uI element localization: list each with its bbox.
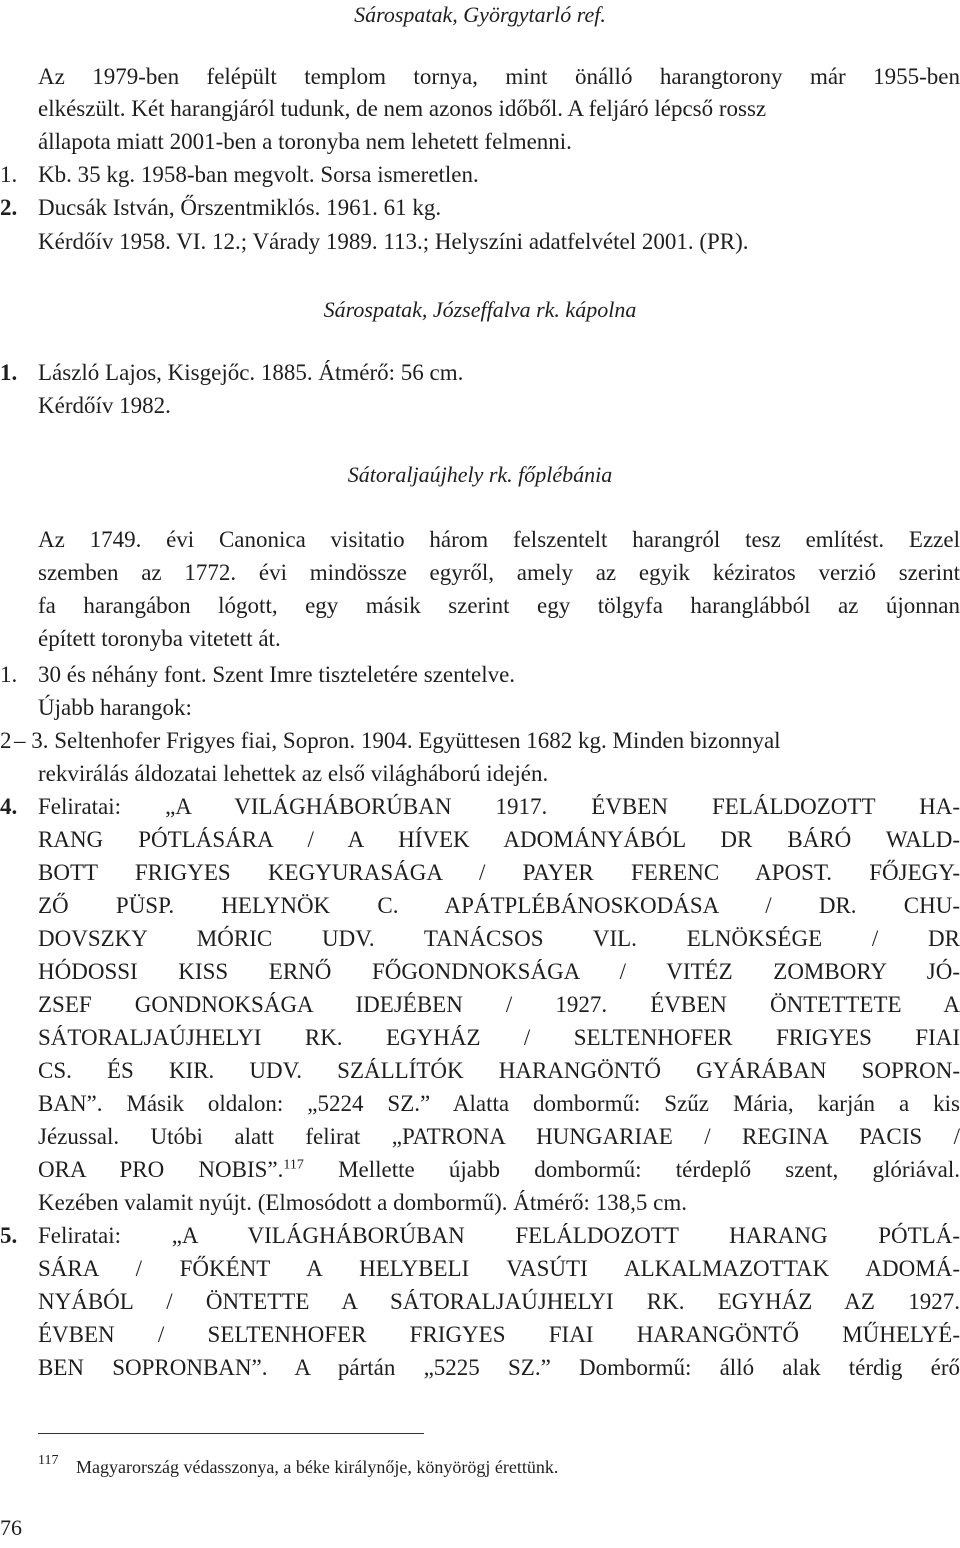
inscription-line: Kezében valamit nyújt. (Elmosódott a dombormű). Átmérő: 138,5 cm. bbox=[38, 1190, 687, 1215]
item-number: 1. bbox=[0, 360, 18, 385]
paragraph-line: elkészült. Két harangjáról tudunk, de nem azonos időből. A feljáró lépcső rossz bbox=[38, 96, 767, 121]
inscription-line: SÁRA / FŐKÉNT A HELYBELI VASÚTI ALKALMAZOTTAK ADOMÁ- bbox=[38, 1256, 960, 1281]
paragraph-line: Az 1749. évi Canonica visitatio három felszentelt harangról tesz említést. Ezzel bbox=[38, 527, 960, 552]
inscription-line: Feliratai: „A VILÁGHÁBORÚBAN FELÁLDOZOTT HARANG PÓTLÁ- bbox=[38, 1223, 960, 1248]
newer-bells-label: Újabb harangok: bbox=[38, 695, 192, 720]
item-number: 2 bbox=[0, 728, 12, 753]
inscription-line: SÁTORALJAÚJHELYI RK. EGYHÁZ / SELTENHOFER FRIGYES FIAI bbox=[38, 1025, 960, 1050]
item-number: 5. bbox=[0, 1223, 18, 1248]
reference-line: Kérdőív 1982. bbox=[38, 393, 171, 418]
inscription-line: Jézussal. Utóbi alatt felirat „PATRONA HUNGARIAE / REGINA PACIS / bbox=[38, 1124, 960, 1149]
item-number: 2. bbox=[0, 195, 18, 220]
item-text: László Lajos, Kisgejőc. 1885. Átmérő: 56 cm. bbox=[38, 360, 464, 385]
section-heading: Sárospatak, Józseffalva rk. kápolna bbox=[323, 297, 637, 322]
inscription-line: CS. ÉS KIR. UDV. SZÁLLÍTÓK HARANGÖNTŐ GYÁRÁBAN SOPRON- bbox=[38, 1058, 960, 1083]
footnote-reference: 117 bbox=[283, 1157, 304, 1173]
inscription-text: Mellette újabb dombormű: térdeplő szent, glóriával. bbox=[303, 1157, 960, 1182]
item-number: 1. bbox=[0, 162, 18, 187]
paragraph-line: szemben az 1772. évi mindössze egyről, amely az egyik kéziratos verzió szerint bbox=[38, 560, 960, 585]
item-number: 4. bbox=[0, 794, 18, 819]
section-heading: Sátoraljaújhely rk. főplébánia bbox=[347, 462, 613, 487]
inscription-line: BOTT FRIGYES KEGYURASÁGA / PAYER FERENC APOST. FŐJEGY- bbox=[38, 860, 960, 885]
inscription-line: DOVSZKY MÓRIC UDV. TANÁCSOS VIL. ELNÖKSÉGE / DR bbox=[38, 926, 960, 951]
item-text: rekvirálás áldozatai lehettek az első világháború idején. bbox=[38, 761, 549, 786]
page-number: 76 bbox=[0, 1515, 22, 1540]
inscription-line: RANG PÓTLÁSÁRA / A HÍVEK ADOMÁNYÁBÓL DR BÁRÓ WALD- bbox=[38, 827, 960, 852]
inscription-line: ZŐ PÜSP. HELYNÖK C. APÁTPLÉBÁNOSKODÁSA / DR. CHU- bbox=[38, 893, 960, 918]
reference-line: Kérdőív 1958. VI. 12.; Várady 1989. 113.; Helyszíni adatfelvétel 2001. (PR). bbox=[38, 229, 749, 254]
paragraph-line: Az 1979-ben felépült templom tornya, mint önálló harangtorony már 1955-ben bbox=[38, 64, 960, 89]
footnote-number: 117 bbox=[38, 1453, 59, 1468]
item-text: Kb. 35 kg. 1958-ban megvolt. Sorsa ismeretlen. bbox=[38, 162, 479, 187]
inscription-line: ÉVBEN / SELTENHOFER FRIGYES FIAI HARANGÖNTŐ MŰHELYÉ- bbox=[38, 1322, 960, 1347]
paragraph-line: épített toronyba vitetett át. bbox=[38, 626, 281, 651]
inscription-line: Feliratai: „A VILÁGHÁBORÚBAN 1917. ÉVBEN FELÁLDOZOTT HA- bbox=[38, 794, 960, 819]
item-text: 30 és néhány font. Szent Imre tiszteletére szentelve. bbox=[38, 662, 516, 687]
inscription-line: HÓDOSSI KISS ERNŐ FŐGONDNOKSÁGA / VITÉZ ZOMBORY JÓ- bbox=[38, 959, 960, 984]
inscription-text: ORA PRO NOBIS”. bbox=[38, 1157, 284, 1182]
running-title: Sárospatak, Györgytarló ref. bbox=[354, 2, 606, 27]
footnote-text: Magyarország védasszonya, a béke királynője, könyörögj érettünk. bbox=[76, 1457, 559, 1477]
item-number: 1. bbox=[0, 662, 18, 687]
item-text: – 3. Seltenhofer Frigyes fiai, Sopron. 1904. Együttesen 1682 kg. Minden bizonnyal bbox=[14, 728, 781, 753]
inscription-line-with-note bbox=[38, 1155, 960, 1185]
inscription-line: ZSEF GONDNOKSÁGA IDEJÉBEN / 1927. ÉVBEN ÖNTETTETE A bbox=[38, 992, 960, 1017]
item-text: Ducsák István, Őrszentmiklós. 1961. 61 kg. bbox=[38, 195, 442, 220]
inscription-line: BEN SOPRONBAN”. A pártán „5225 SZ.” Dombormű: álló alak térdig érő bbox=[38, 1355, 960, 1380]
paragraph-line: fa harangábon lógott, egy másik szerint egy tölgyfa haranglábból az újonnan bbox=[38, 593, 960, 618]
footnote-divider bbox=[38, 1433, 424, 1434]
inscription-line: BAN”. Másik oldalon: „5224 SZ.” Alatta dombormű: Szűz Mária, karján a kis bbox=[38, 1091, 960, 1116]
paragraph-line: állapota miatt 2001-ben a toronyba nem lehetett felmenni. bbox=[38, 129, 572, 154]
inscription-line: NYÁBÓL / ÖNTETTE A SÁTORALJAÚJHELYI RK. EGYHÁZ AZ 1927. bbox=[38, 1289, 960, 1314]
